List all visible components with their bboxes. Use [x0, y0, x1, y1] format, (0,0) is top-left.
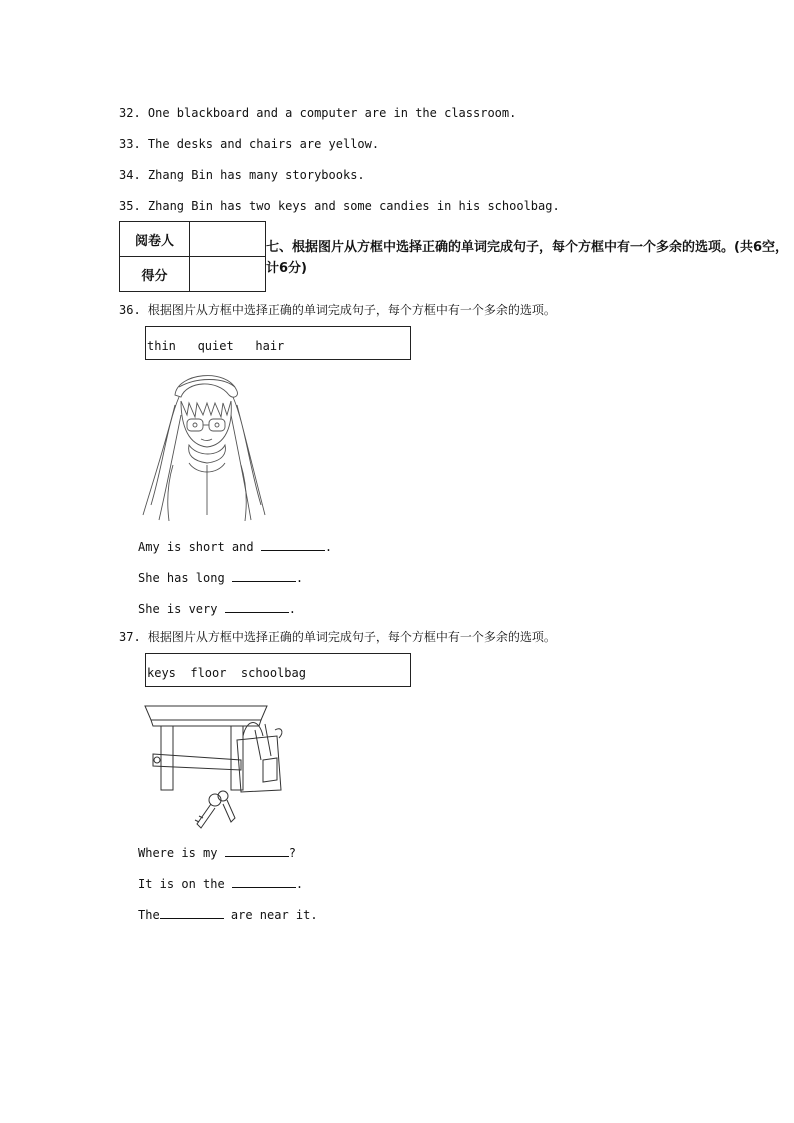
q37-s1-end: ?: [288, 846, 296, 860]
q37-sentence-2: [138, 876, 303, 891]
q36-sentence-3: [138, 601, 296, 616]
q36-s2-text: She has long: [138, 571, 232, 585]
q37-s2-end: .: [295, 877, 304, 891]
q37-number: 37.: [119, 630, 141, 644]
q37-instruction: 根据图片从方框中选择正确的单词完成句子，每个方框中有一个多余的选项。: [147, 630, 556, 644]
q37-blank-3[interactable]: [160, 907, 224, 919]
statement-34: 34. Zhang Bin has many storybooks.: [119, 168, 365, 182]
q36-word-box: thin quiet hair: [145, 326, 411, 360]
q37-sentence-3: [138, 907, 318, 922]
reviewer-cell[interactable]: [190, 222, 266, 257]
q36-s2-end: .: [295, 571, 304, 585]
q36-sentence-1: [138, 539, 332, 554]
q37-s3-end: are near it.: [223, 908, 318, 922]
section-title: 七、根据图片从方框中选择正确的单词完成句子，每个方框中有一个多余的选项。(共6空，计6分): [266, 240, 788, 276]
q37-blank-2[interactable]: [232, 876, 296, 888]
q36-blank-2[interactable]: [232, 570, 296, 582]
q36-s1-end: .: [324, 540, 333, 554]
score-cell[interactable]: [190, 257, 266, 292]
score-table: [119, 221, 266, 292]
q36-blank-3[interactable]: [225, 601, 289, 613]
q37-heading: [119, 629, 556, 645]
girl-illustration: [137, 365, 267, 523]
q37-s3-text: The: [138, 908, 160, 922]
q37-s2-text: It is on the: [138, 877, 232, 891]
q36-heading: [119, 302, 556, 318]
q36-instruction: 根据图片从方框中选择正确的单词完成句子，每个方框中有一个多余的选项。: [147, 303, 556, 317]
statement-32: 32. One blackboard and a computer are in the classroom.: [119, 106, 517, 120]
q36-number: 36.: [119, 303, 141, 317]
q37-blank-1[interactable]: [225, 845, 289, 857]
reviewer-label: 阅卷人: [120, 222, 190, 257]
q36-s3-end: .: [288, 602, 296, 616]
statement-33: 33. The desks and chairs are yellow.: [119, 137, 380, 151]
q37-sentence-1: [138, 845, 296, 860]
statement-35: 35. Zhang Bin has two keys and some candies in his schoolbag.: [119, 199, 560, 213]
q36-blank-1[interactable]: [261, 539, 325, 551]
q36-sentence-2: [138, 570, 303, 585]
q37-s1-text: Where is my: [138, 846, 225, 860]
score-label: 得分: [120, 257, 190, 292]
q37-word-box: keys floor schoolbag: [145, 653, 411, 687]
q36-s3-text: She is very: [138, 602, 225, 616]
q36-s1-text: Amy is short and: [138, 540, 261, 554]
desk-keys-illustration: [143, 700, 293, 834]
